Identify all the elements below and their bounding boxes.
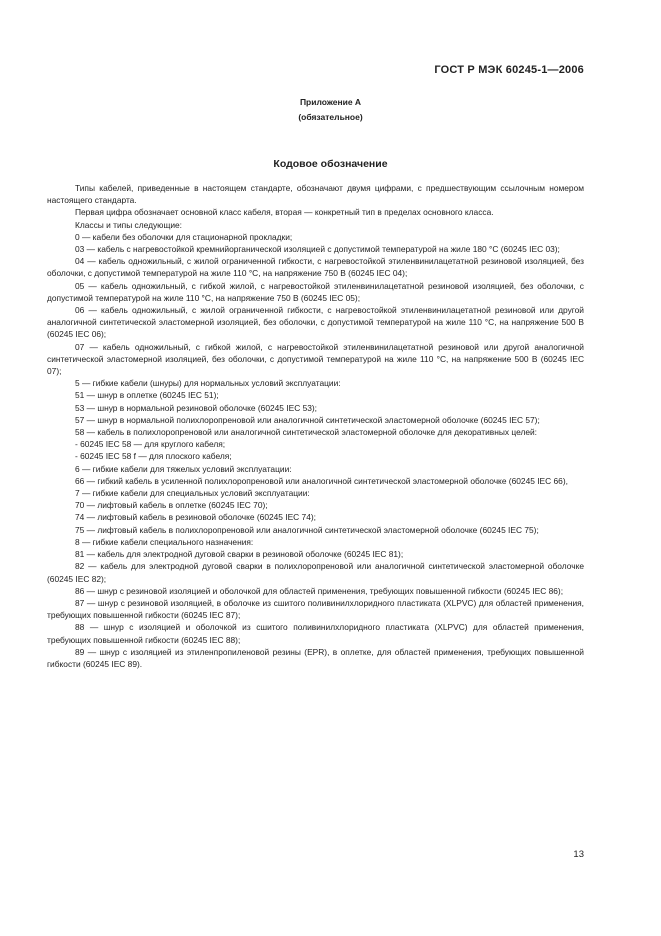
- paragraph: - 60245 IEC 58 — для круглого кабеля;: [75, 439, 226, 450]
- paragraph: 88 — шнур с изоляцией и оболочкой из сшитого поливинилхлоридного пластиката (XLPVC) для областей применения, требующих повышенной гибкости (60245 IEC 88);: [47, 622, 584, 645]
- paragraph: 74 — лифтовый кабель в резиновой оболочке (60245 IEC 74);: [75, 512, 316, 523]
- paragraph: 82 — кабель для электродной дуговой сварки в полихлоропреновой или аналогичной синтетической эластомерной оболочке (60245 IEC 82);: [47, 561, 584, 584]
- paragraph: 87 — шнур с резиновой изоляцией, в оболочке из сшитого поливинилхлоридного пластиката (XLPVC) для областей применения, требующих повышенной гибкости (60245 IEC 87);: [47, 597, 584, 621]
- paragraph: 5 — гибкие кабели (шнуры) для нормальных условий эксплуатации:: [75, 378, 341, 389]
- paragraph: 75 — лифтовый кабель в полихлоропреновой или аналогичной синтетической эластомерной оболочке (60245 IEC 75);: [75, 524, 539, 535]
- paragraph: 6 — гибкие кабели для тяжелых условий эксплуатации:: [75, 463, 292, 474]
- paragraph: Типы кабелей, приведенные в настоящем стандарте, обозначают двумя цифрами, с предшествующим ссылочным номером настоящего стандарта.: [47, 183, 584, 206]
- appendix-status: (обязательное): [298, 112, 363, 122]
- section-title: Кодовое обозначение: [273, 158, 388, 170]
- paragraph: 0 — кабели без оболочки для стационарной прокладки;: [75, 231, 293, 242]
- appendix-heading: [0, 95, 661, 125]
- document-header: ГОСТ Р МЭК 60245-1—2006: [434, 64, 584, 76]
- paragraph: Первая цифра обозначает основной класс кабеля, вторая — конкретный тип в пределах основного класса.: [75, 207, 494, 218]
- paragraph: 89 — шнур с изоляцией из этиленпропиленовой резины (EPR), в оплетке, для областей применения, требующих повышенной гибкости (60245 IEC 89).: [47, 646, 584, 669]
- paragraph: 58 — кабель в полихлоропреновой или аналогичной синтетической эластомерной оболочке для декоративных целей:: [75, 427, 537, 438]
- paragraph: 8 — гибкие кабели специального назначения:: [75, 536, 254, 547]
- paragraph: - 60245 IEC 58 f — для плоского кабеля;: [75, 451, 232, 462]
- paragraph: 06 — кабель одножильный, с жилой ограниченной гибкости, с нагревостойкой этиленвинилацетатной резиновой или другой аналогичной синтетической эластомерной изоляцией, без оболочки, с допустимой температурой на жиле 110 °С, на напряжение 500 В (60245 IEC 06);: [47, 305, 584, 340]
- paragraph: 03 — кабель с нагревостойкой кремнийорганической изоляцией с допустимой температурой на жиле 180 °С (60245 IEC 03);: [75, 244, 560, 255]
- paragraph: 7 — гибкие кабели для специальных условий эксплуатации:: [75, 488, 310, 499]
- paragraph: 05 — кабель одножильный, с гибкой жилой, с нагревостойкой этиленвинилацетатной резиновой изоляцией, без оболочки, с допустимой температурой на жиле 110 °С, на напряжение 750 В (60245 IEC 05);: [47, 280, 584, 303]
- paragraph: 81 — кабель для электродной дуговой сварки в резиновой оболочке (60245 IEC 81);: [75, 549, 404, 560]
- paragraph: 86 — шнур с резиновой изоляцией и оболочкой для областей применения, требующих повышенной гибкости (60245 IEC 86);: [75, 585, 564, 596]
- paragraph: 66 — гибкий кабель в усиленной полихлоропреновой или аналогичной синтетической эластомерной оболочке (60245 IEC 66),: [75, 475, 568, 486]
- paragraph: 51 — шнур в оплетке (60245 IEC 51);: [75, 390, 219, 401]
- paragraph: 53 — шнур в нормальной резиновой оболочке (60245 IEC 53);: [75, 402, 317, 413]
- appendix-title: Приложение А: [299, 97, 362, 107]
- paragraph: Классы и типы следующие:: [75, 219, 183, 230]
- paragraph: 07 — кабель одножильный, с гибкой жилой, с нагревостойкой этиленвинилацетатной резиновой или другой аналогичной синтетической эластомерной изоляцией, без оболочки, с допустимой температурой на жиле 110 °С, на напряжение 500 В (60245 IEC 07);: [47, 341, 584, 377]
- paragraph: 04 — кабель одножильный, с жилой ограниченной гибкости, с нагревостойкой этиленвинилацетатной резиновой изоляцией, без оболочки, с допустимой температурой на жиле 110 °С, на напряжение 750 В (60245 IEC 04);: [47, 256, 584, 279]
- page-number: 13: [573, 849, 584, 860]
- document-body: [47, 182, 584, 670]
- paragraph: 57 — шнур в нормальной полихлоропреновой или аналогичной синтетической эластомерной оболочке (60245 IEC 57);: [75, 414, 540, 425]
- paragraph: 70 — лифтовый кабель в оплетке (60245 IEC 70);: [75, 500, 268, 511]
